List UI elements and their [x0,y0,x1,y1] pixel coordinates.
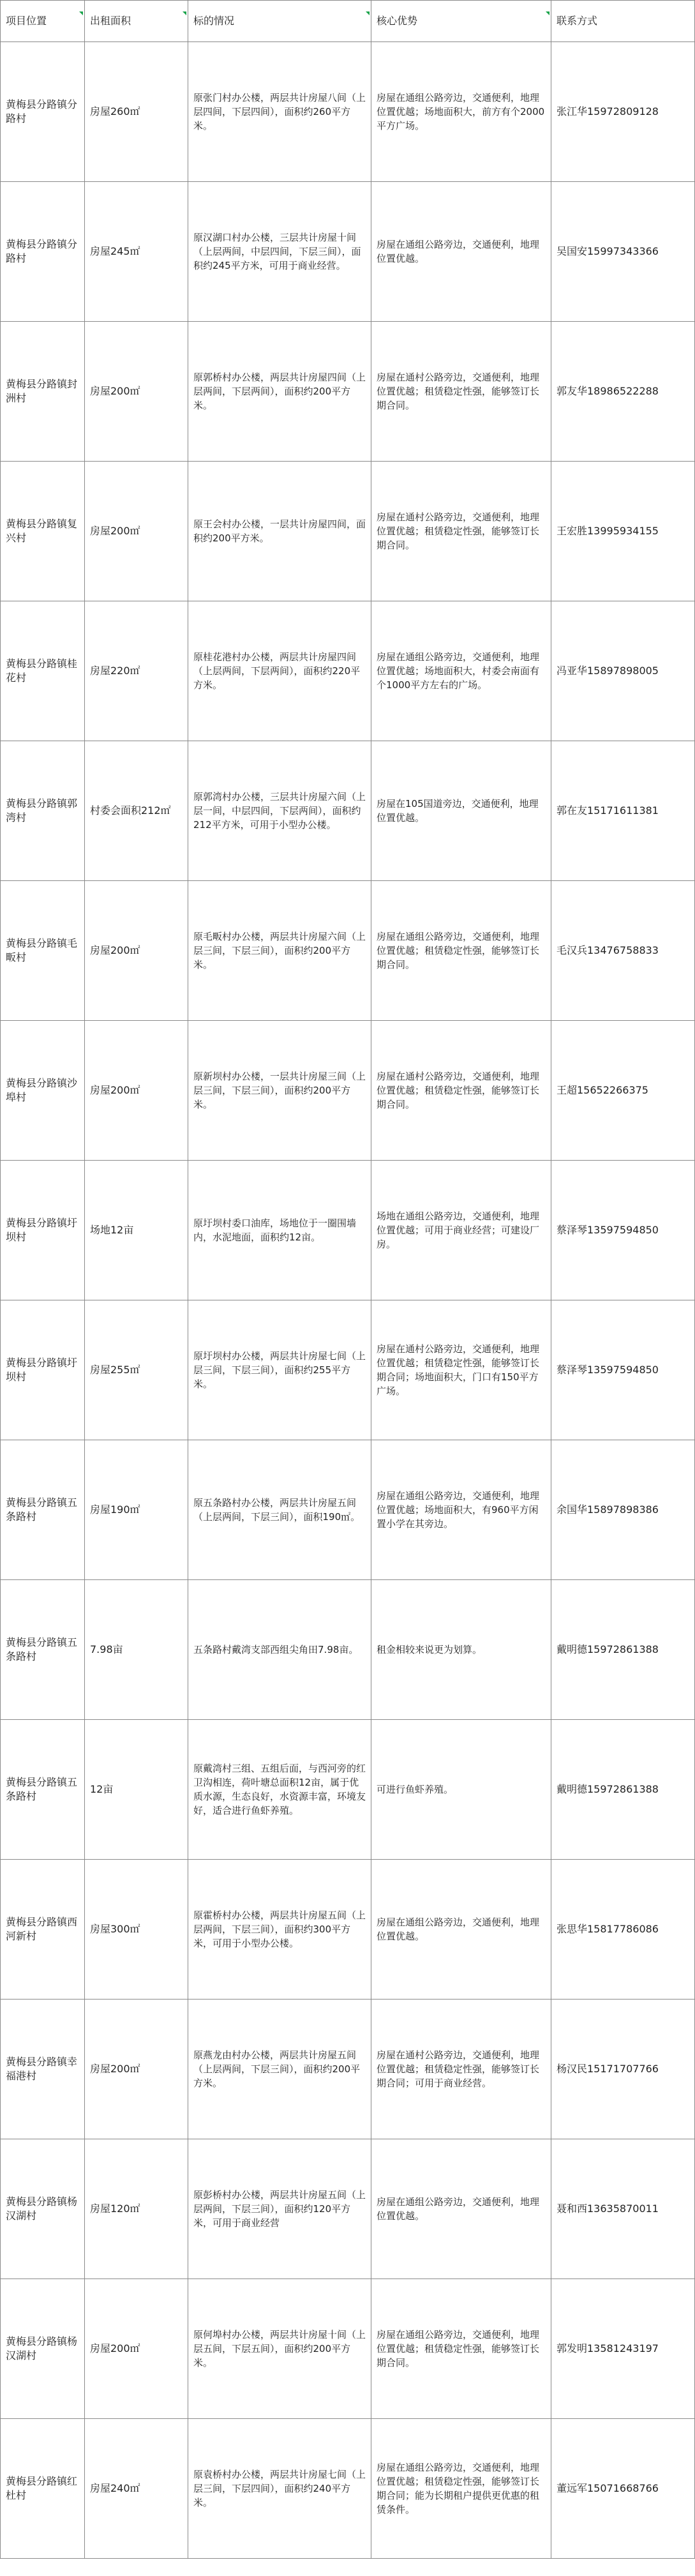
cell-location: 黄梅县分路镇杨汉湖村 [1,2279,85,2419]
table-header-row [1,1,695,42]
table-row [1,2419,695,2559]
cell-location: 黄梅县分路镇五条路村 [1,1580,85,1720]
cell-contact: 冯亚华15897898005 [551,601,695,741]
cell-location: 黄梅县分路镇封洲村 [1,322,85,462]
table-body [1,42,695,2559]
cell-description: 原郭湾村办公楼，三层共计房屋六间（上层一间，中层四间，下层两间），面积约212平方米，可用于小型办公楼。 [188,741,371,881]
header-description: 标的情况 [188,1,371,42]
cell-advantage: 房屋在通村公路旁边，交通便利，地理位置优越；租赁稳定性强，能够签订长期合同。 [371,322,551,462]
cell-location: 黄梅县分路镇分路村 [1,182,85,322]
cell-description: 原圩坝村委口油库，场地位于一圈围墙内，水泥地面，面积约12亩。 [188,1161,371,1300]
cell-advantage: 房屋在通组公路旁边，交通便利，地理位置优越。 [371,2139,551,2279]
cell-contact: 蔡泽琴13597594850 [551,1300,695,1440]
cell-description: 原汉湖口村办公楼，三层共计房屋十间（上层两间，中层四间，下层三间），面积约245平方米，可用于商业经营。 [188,182,371,322]
cell-area: 房屋255㎡ [85,1300,188,1440]
cell-area: 房屋240㎡ [85,2419,188,2559]
cell-contact: 戴明德15972861388 [551,1580,695,1720]
cell-area: 12亩 [85,1720,188,1860]
header-area: 出租面积 [85,1,188,42]
cell-advantage: 房屋在通组公路旁边，交通便利，地理位置优越。 [371,182,551,322]
table-row [1,1580,695,1720]
cell-location: 黄梅县分路镇西河新村 [1,1860,85,2000]
header-location: 项目位置 [1,1,85,42]
cell-description: 原霍桥村办公楼，两层共计房屋五间（上层两间，下层三间），面积约300平方米，可用于小型办公楼。 [188,1860,371,2000]
table-row [1,1161,695,1300]
cell-area: 房屋120㎡ [85,2139,188,2279]
table-row [1,2139,695,2279]
cell-location: 黄梅县分路镇五条路村 [1,1720,85,1860]
cell-location: 黄梅县分路镇圩坝村 [1,1300,85,1440]
cell-advantage: 可进行鱼虾养殖。 [371,1720,551,1860]
cell-location: 黄梅县分路镇桂花村 [1,601,85,741]
cell-advantage: 房屋在105国道旁边，交通便利，地理位置优越。 [371,741,551,881]
table-row [1,1300,695,1440]
table-row [1,1440,695,1580]
cell-contact: 郭在友15171611381 [551,741,695,881]
cell-description: 原五条路村办公楼，两层共计房屋五间（上层两间，下层三间），面积190㎡。 [188,1440,371,1580]
cell-description: 五条路村戴湾支部西组尖角田7.98亩。 [188,1580,371,1720]
cell-contact: 毛汉兵13476758833 [551,881,695,1021]
cell-location: 黄梅县分路镇分路村 [1,42,85,182]
cell-advantage: 房屋在通村公路旁边，交通便利，地理位置优越；租赁稳定性强，能够签订长期合同。 [371,1021,551,1161]
cell-advantage: 房屋在通组公路旁边，交通便利，地理位置优越；场地面积大，村委会南面有个1000平方左右的广场。 [371,601,551,741]
cell-area: 房屋200㎡ [85,881,188,1021]
cell-area: 场地12亩 [85,1161,188,1300]
cell-location: 黄梅县分路镇杨汉湖村 [1,2139,85,2279]
filter-marker-icon[interactable] [79,11,83,15]
cell-description: 原戴湾村三组、五组后面，与西河旁的红卫沟相连，荷叶塘总面积12亩，属于优质水源，生态良好，水资源丰富，环境友好，适合进行鱼虾养殖。 [188,1720,371,1860]
cell-contact: 王宏胜13995934155 [551,462,695,601]
cell-description: 原毛畈村办公楼，两层共计房屋六间（上层三间，下层三间），面积约200平方米。 [188,881,371,1021]
cell-contact: 郭发明13581243197 [551,2279,695,2419]
cell-location: 黄梅县分路镇沙埠村 [1,1021,85,1161]
cell-advantage: 房屋在通组公路旁边，交通便利，地理位置优越。 [371,1860,551,2000]
cell-location: 黄梅县分路镇郭湾村 [1,741,85,881]
table-row [1,1860,695,2000]
cell-area: 房屋245㎡ [85,182,188,322]
table-row [1,462,695,601]
header-contact: 联系方式 [551,1,695,42]
cell-advantage: 房屋在通村公路旁边，交通便利，地理位置优越；租赁稳定性强，能够签订长期合同；场地面积大，门口有150平方广场。 [371,1300,551,1440]
cell-advantage: 房屋在通村公路旁边，交通便利，地理位置优越；租赁稳定性强，能够签订长期合同。 [371,462,551,601]
cell-contact: 董远军15071668766 [551,2419,695,2559]
cell-contact: 聂和西13635870011 [551,2139,695,2279]
cell-advantage: 租金相较来说更为划算。 [371,1580,551,1720]
cell-description: 原圩坝村办公楼，两层共计房屋七间（上层三间，下层三间），面积约255平方米。 [188,1300,371,1440]
cell-location: 黄梅县分路镇五条路村 [1,1440,85,1580]
cell-advantage: 房屋在通组公路旁边，交通便利，地理位置优越；租赁稳定性强，能够签订长期合同。 [371,881,551,1021]
cell-area: 村委会面积212㎡ [85,741,188,881]
cell-description: 原袁桥村办公楼，两层共计房屋七间（上层三间，下层四间），面积约240平方米。 [188,2419,371,2559]
cell-description: 原张门村办公楼，两层共计房屋八间（上层四间，下层四间），面积约260平方米。 [188,42,371,182]
cell-advantage: 房屋在通组公路旁边，交通便利，地理位置优越；场地面积大，前方有个2000平方广场。 [371,42,551,182]
cell-advantage: 房屋在通村公路旁边，交通便利，地理位置优越；租赁稳定性强，能够签订长期合同；可用于商业经营。 [371,2000,551,2139]
cell-contact: 张江华15972809128 [551,42,695,182]
cell-description: 原何埠村办公楼，两层共计房屋十间（上层五间，下层五间），面积约200平方米。 [188,2279,371,2419]
table-row [1,2000,695,2139]
cell-description: 原燕龙由村办公楼，两层共计房屋五间（上层两间，下层三间），面积约200平方米。 [188,2000,371,2139]
filter-marker-icon[interactable] [546,11,549,15]
table-row [1,1720,695,1860]
cell-area: 房屋260㎡ [85,42,188,182]
filter-marker-icon[interactable] [366,11,370,15]
table-row [1,881,695,1021]
table-row [1,182,695,322]
cell-area: 房屋200㎡ [85,2000,188,2139]
filter-marker-icon[interactable] [183,11,186,15]
cell-location: 黄梅县分路镇毛畈村 [1,881,85,1021]
cell-contact: 余国华15897898386 [551,1440,695,1580]
cell-area: 房屋200㎡ [85,322,188,462]
cell-contact: 郭友华18986522288 [551,322,695,462]
cell-area: 房屋190㎡ [85,1440,188,1580]
cell-contact: 戴明德15972861388 [551,1720,695,1860]
cell-contact: 王超15652266375 [551,1021,695,1161]
cell-advantage: 场地在通组公路旁边，交通便利，地理位置优越；可用于商业经营；可建设厂房。 [371,1161,551,1300]
cell-advantage: 房屋在通组公路旁边，交通便利，地理位置优越；场地面积大，有960平方闲置小学在其旁边。 [371,1440,551,1580]
cell-description: 原新坝村办公楼，一层共计房屋三间（上层三间，下层三间），面积约200平方米。 [188,1021,371,1161]
cell-location: 黄梅县分路镇复兴村 [1,462,85,601]
cell-location: 黄梅县分路镇红杜村 [1,2419,85,2559]
cell-description: 原桂花港村办公楼，两层共计房屋四间（上层两间，下层两间），面积约220平方米。 [188,601,371,741]
cell-area: 房屋200㎡ [85,1021,188,1161]
cell-area: 房屋200㎡ [85,462,188,601]
cell-contact: 吴国安15997343366 [551,182,695,322]
table-row [1,741,695,881]
cell-area: 房屋200㎡ [85,2279,188,2419]
cell-description: 原郭桥村办公楼，两层共计房屋四间（上层两间，下层两间），面积约200平方米。 [188,322,371,462]
cell-contact: 蔡泽琴13597594850 [551,1161,695,1300]
table-row [1,2279,695,2419]
table-row [1,1021,695,1161]
cell-area: 房屋220㎡ [85,601,188,741]
cell-advantage: 房屋在通组公路旁边，交通便利，地理位置优越；租赁稳定性强，能够签订长期合同；能为长期租户提供更优惠的租赁条件。 [371,2419,551,2559]
cell-area: 7.98亩 [85,1580,188,1720]
cell-location: 黄梅县分路镇圩坝村 [1,1161,85,1300]
cell-location: 黄梅县分路镇幸福港村 [1,2000,85,2139]
cell-area: 房屋300㎡ [85,1860,188,2000]
cell-description: 原王会村办公楼，一层共计房屋四间，面积约200平方米。 [188,462,371,601]
cell-contact: 杨汉民15171707766 [551,2000,695,2139]
table-row [1,42,695,182]
cell-advantage: 房屋在通组公路旁边，交通便利，地理位置优越；租赁稳定性强，能够签订长期合同。 [371,2279,551,2419]
header-advantage: 核心优势 [371,1,551,42]
cell-description: 原彭桥村办公楼，两层共计房屋五间（上层两间，下层三间），面积约120平方米，可用于商业经营 [188,2139,371,2279]
table-row [1,601,695,741]
table-row [1,322,695,462]
cell-contact: 张思华15817786086 [551,1860,695,2000]
